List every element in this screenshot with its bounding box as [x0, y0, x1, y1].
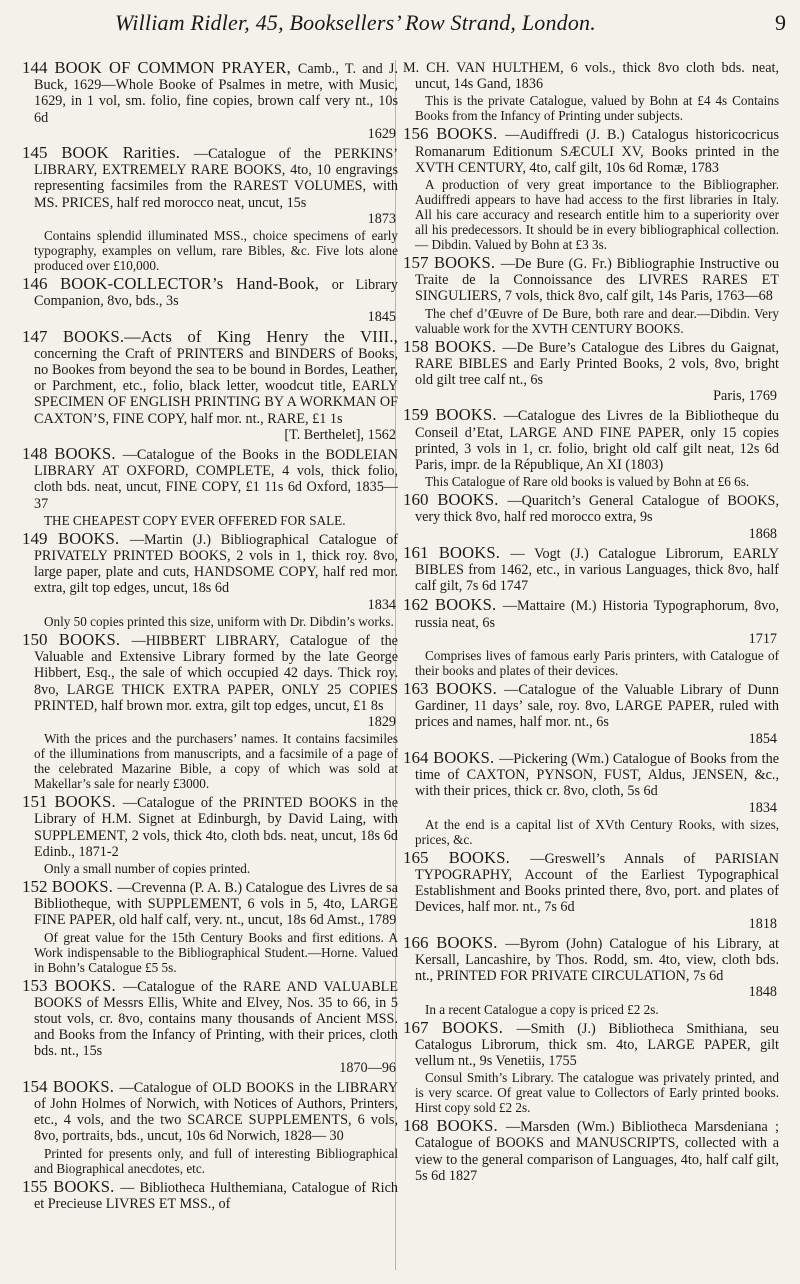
catalogue-entry — [22, 794, 398, 876]
entry-date: 1629 — [367, 125, 396, 142]
entry-number: 145 — [22, 143, 62, 163]
entry-number: 151 — [22, 792, 55, 812]
entry-note: Of great value for the 15th Century Books and first editions. A Work indispensable to the Bibliographical Student.—Horne. Valued in Bohn’s Catalogue £5 5s. — [34, 929, 398, 975]
entry-number: 161 — [403, 542, 439, 562]
entry-note: Only 50 copies printed this size, uniform with Dr. Dibdin’s works. — [44, 613, 394, 629]
entry-heading: BOOK OF COMMON PRAYER, — [54, 58, 298, 77]
entry-body: —Mattaire (M.) Historia Typographorum, 8vo, russia neat, 6s — [415, 598, 779, 631]
entry-number: 168 — [403, 1116, 437, 1136]
entry-body: —Audiffredi (J. B.) Catalogus historicocricus Romanarum Editionum SÆCULI XV, Books printed in the XVTH CENTURY, 4to, calf gilt, 10s 6d Romæ, 1783 — [415, 127, 779, 176]
entry-number: 159 — [403, 405, 436, 425]
page-number: 9 — [775, 10, 786, 35]
entry-number: 165 — [403, 847, 449, 867]
entry-heading: BOOKS. — [441, 1017, 517, 1037]
entry-note: The chef d’Œuvre of De Bure, both rare and dear.—Dibdin. Very valuable work for the XVTH CENTURY BOOKS. — [415, 305, 779, 336]
entry-body: —Catalogue of the PERKINS’ LIBRARY, EXTREMELY RARE BOOKS, 4to, 10 engravings representing facsimiles from the RAREST VOLUMES, with MS. PRICES, half red morocco neat, uncut, 15s — [34, 146, 399, 211]
entry-body: —Catalogue of the Valuable Library of Dunn Gardiner, 11 days’ sale, roy. 8vo, LARGE PAPER, ruled with prices and names, half mor. nt., 6s — [415, 682, 779, 731]
catalogue-entry — [403, 542, 779, 595]
entry-note: A production of very great importance to the Bibliographer. Audiffredi appears to have had access to the first libraries in Italy. All his care accuracy and research entitle him to a superiority over all his predecessors. It should be in every bibliographical collection. — Dibdin. Valued by Bohn at £3 3s. — [415, 177, 779, 253]
entry-date: 1845 — [367, 309, 396, 326]
catalogue-entry — [22, 446, 398, 528]
left-column — [22, 60, 398, 1215]
entry-body: Camb., T. and J. Buck, 1629—Whole Booke of Psalmes in metre, with Music, 1629, in 1 vol, sm. folio, fine copies, brown calf very nt., 10s 6d — [34, 61, 398, 126]
entry-number: 146 — [22, 274, 61, 294]
catalogue-entry — [403, 847, 779, 932]
entry-date: 1854 — [748, 730, 777, 747]
entry-number: 157 — [403, 253, 434, 273]
entry-heading: BOOKS. — [54, 444, 123, 464]
entry-number: 144 — [22, 58, 55, 77]
entry-note: With the prices and the purchasers’ names. It contains facsimiles of the illuminations from manuscripts, and a facsimile of a page of the celebrated Mazarine Bible, a copy of which was sold at Makellar’s sale for nearly £3000. — [34, 731, 398, 792]
entry-date: Paris, 1769 — [713, 388, 777, 405]
catalogue-entry — [22, 326, 398, 443]
catalogue-entry — [22, 975, 398, 1076]
entry-heading: BOOKS. — [54, 975, 124, 995]
entry-heading: BOOKS. — [53, 1176, 121, 1196]
catalogue-entry — [22, 276, 398, 326]
entry-body: —Byrom (John) Catalogue of his Library, at Kersall, Lancashire, by Thos. Rodd, sm. 4to, view, cloth bds. nt., PRINTED FOR PRIVATE CIRCULATION, 7s 6d — [415, 935, 779, 985]
entry-heading: BOOKS. — [448, 847, 531, 867]
entry-heading: BOOKS. — [436, 932, 506, 952]
entry-number: 155 — [22, 1176, 54, 1196]
entry-body: —Martin (J.) Bibliographical Catalogue of PRIVATELY PRINTED BOOKS, 2 vols in 1, thick roy. 8vo, large paper, plate and cuts, HANDSOME COPY, half red mor. extra, gilt top edges, uncut, 18s 6d — [34, 531, 398, 597]
entry-body: —De Bure’s Catalogue des Libres du Gaignat, RARE BIBLES and Early Printed Books, 2 vols, 8vo, bright old gilt tree calf nt., 6s — [415, 339, 780, 389]
catalogue-entry — [403, 336, 780, 405]
entry-heading: BOOKS. — [58, 528, 130, 548]
entry-number: 148 — [22, 444, 55, 464]
entry-heading: BOOKS. — [433, 253, 501, 273]
entry-body: —Catalogue of the RARE AND VALUABLE BOOKS of Messrs Ellis, White and Elvey, Nos. 35 to 66, in 5 stout vols, cr. 8vo, contains many thousands of Ancient MSS. and Books from the Infancy of Printing, with their prices, cloth bds. nt., 15s — [34, 978, 398, 1060]
catalogue-entry — [403, 747, 779, 847]
entry-body: —Catalogue of OLD BOOKS in the LIBRARY of John Holmes of Norwich, with Notices of Authors, Printers, etc., 4 vols, and the two SCARCE SUPPLEMENTS, 6 vols, 8vo, portraits, bds., uncut, 10s 6d Norwich, 1828— 30 — [34, 1079, 398, 1145]
entry-body: —Catalogue of the PRINTED BOOKS in the Library of H.M. Signet at Edinburgh, by David Laing, with SUPPLEMENT, 2 vols, thick 4to, cloth bds. neat, uncut, 18s 6d Edinb., 1871-2 — [34, 795, 399, 860]
entry-body: —Quaritch’s General Catalogue of BOOKS, very thick 8vo, half red morocco extra, 9s — [415, 493, 779, 526]
right-column — [403, 60, 779, 1187]
entry-heading: BOOKS. — [435, 405, 504, 425]
entry-note: Contains splendid illuminated MSS., choice specimens of early typography, examples on vellum, rare Bibles, &c. Five lots alone produced over £10,000. — [34, 228, 398, 274]
entry-number: 149 — [22, 528, 59, 548]
entry-number: 154 — [22, 1076, 53, 1096]
catalogue-entry — [403, 407, 779, 489]
entry-note: Printed for presents only, and full of interesting Bibliographical and Biographical anecdotes, etc. — [34, 1145, 398, 1176]
entry-heading: BOOKS. — [435, 595, 503, 615]
entry-body: or Library Companion, 8vo, bds., 3s — [34, 277, 398, 310]
entry-number: 156 — [403, 124, 437, 144]
entry-date: [T. Berthelet], 1562 — [284, 426, 396, 443]
entry-body: —Smith (J.) Bibliotheca Smithiana, seu Catalogus Librorum, thick sm. 4to, LARGE PAPER, gilt vellum nt., 9s Venetiis, 1755 — [415, 1020, 779, 1069]
entry-body: —Catalogue des Livres de la Bibliotheque du Conseil d’Etat, LARGE AND FINE PAPER, only 15 copies printed, 3 vols in 1, cr. folio, bright old calf gilt neat, 12s 6d Paris, impr. de la République, An XI (1803) — [415, 408, 780, 474]
entry-body: —Crevenna (P. A. B.) Catalogue des Livres de sa Bibliotheque, with SUPPLEMENT, 6 vols in 5, 4to, LARGE FINE PAPER, old half calf, very. nt., uncut, 18s 6d Amst., 1789 — [34, 879, 399, 929]
entry-body: —De Bure (G. Fr.) Bibliographie Instructive ou Traite de la Connoissance des LIVRES RARES ET SINGULIERS, 7 vols, thick 8vo, calf gilt, 14s Paris, 1763—68 — [415, 256, 779, 305]
entry-number: 147 — [22, 326, 63, 346]
catalogue-entry — [403, 932, 779, 1017]
catalogue-entry — [22, 876, 399, 975]
catalogue-entry — [22, 60, 398, 142]
catalogue-entry — [22, 1076, 398, 1176]
catalogue-entry — [403, 492, 779, 542]
entry-note: This Catalogue of Rare old books is valued by Bohn at £6 6s. — [425, 474, 750, 490]
entry-body: —Pickering (Wm.) Catalogue of Books from the time of CAXTON, PYNSON, FUST, Aldus, JENSEN, &c., with their prices, thick cr. 8vo, cloth, 5s 6d — [415, 750, 779, 800]
catalogue-entry — [403, 1017, 779, 1116]
entry-number: 150 — [22, 629, 59, 649]
entry-body: M. CH. VAN HULTHEM, 6 vols., thick 8vo cloth bds. neat, uncut, 14s Gand, 1836 — [403, 60, 779, 93]
page-header — [0, 0, 800, 46]
entry-heading: BOOK-COLLECTOR’s Hand-Book, — [60, 274, 332, 294]
entry-body: —HIBBERT LIBRARY, Catalogue of the Valuable and Extensive Library formed by the late George Hibbert, Esq., the sale of which occupied 42 days. Thick roy. 8vo, LARGE THICK EXTRA PAPER, ONLY 25 COPIES PRINTED, half brown mor. extra, gilt top edges, uncut, £1 8s — [34, 632, 398, 714]
entry-number: 153 — [22, 975, 55, 995]
entry-number: 166 — [403, 932, 437, 952]
entry-date: 1717 — [748, 630, 777, 647]
catalogue-entry — [403, 597, 779, 678]
catalogue-entry — [22, 629, 398, 792]
entry-note: In a recent Catalogue a copy is priced £2 2s. — [425, 1001, 659, 1017]
entry-number: 158 — [403, 336, 435, 356]
catalogue-entry — [22, 528, 398, 629]
entry-body: —Catalogue of the Books in the BODLEIAN LIBRARY AT OXFORD, COMPLETE, 4 vols, thick folio, cloth bds. neat, uncut, FINE COPY, £1 11s 6d Oxford, 1835—37 — [34, 447, 398, 512]
catalogue-entry — [403, 126, 779, 252]
entry-body: concerning the Craft of PRINTERS and BINDERS of Books, no Bookes from beyond the sea to be bound in Bordes, Leather, or Parchment, etc., folio, black letter, woodcut title, EARLY SPECIMEN OF ENGLISH PRINTING BY A WORKMAN OF CAXTON’S, FINE COPY, half mor. nt., RARE, £1 1s — [34, 345, 398, 427]
entry-heading: BOOKS. — [435, 679, 505, 699]
entry-number: 163 — [403, 679, 436, 699]
entry-heading: BOOKS. — [437, 490, 508, 510]
entry-body: —Greswell’s Annals of PARISIAN TYPOGRAPHY, Account of the Earliest Typographical Establishment and Books printed there, 8vo, port. and plates of Devices, half mor. nt., 7s 6d — [415, 850, 779, 916]
catalogue-entry — [403, 255, 779, 336]
entry-note: Only a small number of copies printed. — [44, 860, 251, 876]
entry-number: 164 — [403, 747, 434, 767]
entry-date: 1870—96 — [339, 1059, 396, 1076]
entry-note: This is the private Catalogue, valued by Bohn at £4 4s Contains Books from the Infancy of Printing under subjects. — [415, 93, 779, 124]
entry-note: THE CHEAPEST COPY EVER OFFERED FOR SALE. — [44, 512, 346, 528]
catalogue-entry — [22, 1176, 398, 1212]
entry-heading: BOOKS. — [58, 629, 132, 649]
entry-heading: BOOKS. — [433, 747, 500, 767]
catalogue-entry — [403, 681, 779, 747]
entry-heading: BOOKS. — [434, 336, 503, 356]
entry-number: 152 — [22, 876, 52, 896]
entry-number: 162 — [403, 595, 436, 615]
entry-heading: BOOKS. — [51, 876, 118, 896]
entry-note: Consul Smith’s Library. The catalogue was privately printed, and is very scarce. Of great value to Collectors of Early printed books. Hirst copy sold £2 2s. — [415, 1070, 779, 1116]
entry-date: 1848 — [748, 984, 777, 1001]
entry-heading: BOOKS. — [436, 1116, 506, 1136]
entry-heading: BOOKS. — [438, 542, 511, 562]
entry-heading: BOOKS.—Acts of King Henry the VIII., — [62, 326, 398, 346]
catalogue-entry — [403, 60, 779, 123]
entry-number: 167 — [403, 1017, 442, 1037]
entry-date: 1868 — [748, 525, 777, 542]
entry-heading: BOOKS. — [436, 124, 506, 144]
catalogue-entry — [403, 1118, 779, 1184]
entry-date: 1829 — [367, 713, 396, 730]
entry-body: — Bibliotheca Hulthemiana, Catalogue of Rich et Precieuse LIVRES ET MSS., of — [34, 1179, 398, 1212]
entry-heading: BOOKS. — [52, 1076, 120, 1096]
entry-body: —Marsden (Wm.) Bibliotheca Marsdeniana ; Catalogue of BOOKS and MANUSCRIPTS, collected with a view to the general comparison of Languages, 4to, half calf gilt, 5s 6d 1827 — [415, 1119, 779, 1184]
entry-date: 1834 — [367, 596, 396, 613]
entry-date: 1818 — [748, 915, 777, 932]
entry-note: Comprises lives of famous early Paris printers, with Catalogue of their books and plates of their devices. — [415, 648, 779, 679]
entry-number: 160 — [403, 490, 438, 510]
entry-body: — Vogt (J.) Catalogue Librorum, EARLY BIBLES from 1462, etc., in various Languages, thick 8vo, half calf gilt, 7s 6d 1747 — [415, 545, 779, 595]
page-title: William Ridler, 45, Booksellers’ Row Strand, London. — [115, 10, 596, 35]
entry-date: 1873 — [367, 210, 396, 227]
entry-heading: BOOK Rarities. — [61, 143, 194, 163]
entry-date: 1834 — [748, 799, 777, 816]
catalogue-entry — [22, 145, 398, 273]
entry-heading: BOOKS. — [54, 792, 123, 812]
entry-note: At the end is a capital list of XVth Century Rooks, with sizes, prices, &c. — [415, 816, 779, 847]
